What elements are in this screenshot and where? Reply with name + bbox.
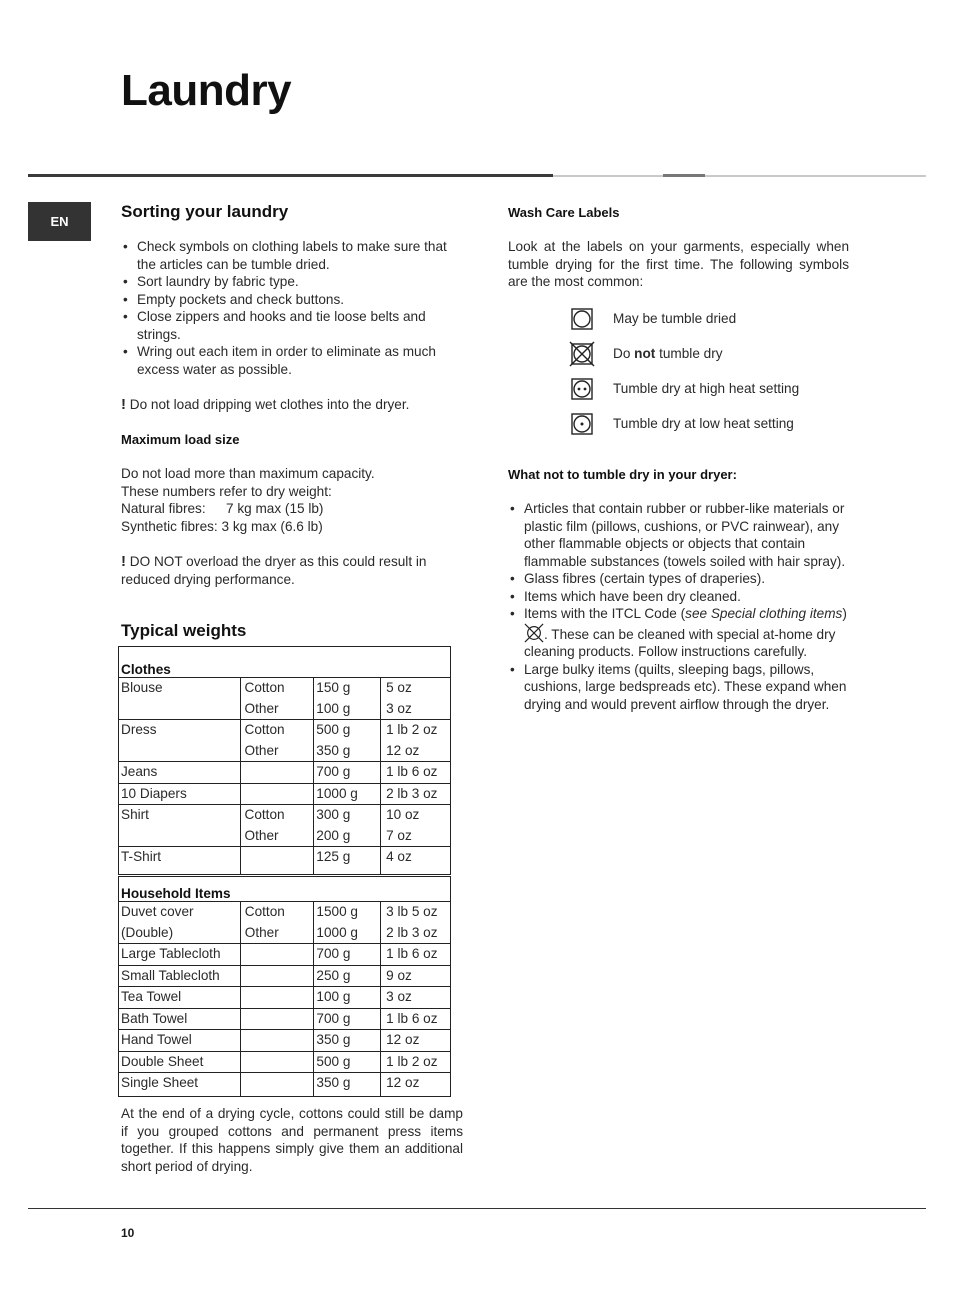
table-title: Clothes: [119, 647, 451, 678]
table-row: [119, 944, 451, 966]
table-row: [119, 1030, 451, 1052]
table-row: [119, 1008, 451, 1030]
symbol-list: [571, 301, 841, 441]
table-cell: 700 g: [314, 1008, 381, 1030]
table-cell: Other: [240, 741, 314, 762]
table-row: [119, 965, 451, 987]
table-cell: 10 oz: [381, 805, 451, 826]
list-item: • Large bulky items (quilts, sleeping bags, pillows, cushions, large bedspreads etc). These expand when drying and would prevent airflow through the dryer.: [508, 661, 850, 714]
table-cell: Duvet cover: [119, 902, 241, 923]
table-cell: 1 lb 2 oz: [381, 1051, 451, 1073]
list-item: • Empty pockets and check buttons.: [121, 291, 456, 309]
table-cell: [240, 762, 314, 784]
synthetic-fibres-value: 3 kg max (6.6 lb): [221, 518, 323, 534]
language-label: EN: [50, 214, 69, 229]
table-cell: Jeans: [119, 762, 241, 784]
clothes-table: [118, 646, 451, 875]
wet-clothes-warning: [121, 396, 461, 414]
table-cell: (Double): [119, 923, 241, 944]
warning-text: DO NOT overload the dryer as this could result in reduced drying performance.: [121, 554, 427, 587]
tumble-dry-low-heat-icon: [571, 413, 593, 435]
table-cell: [240, 847, 314, 875]
table-cell: 100 g: [314, 699, 381, 720]
table-cell: [240, 944, 314, 966]
table-cell: 2 lb 3 oz: [381, 923, 451, 944]
language-tab: [28, 202, 91, 241]
table-cell: 12 oz: [381, 1073, 451, 1097]
table-cell: 150 g: [314, 678, 381, 699]
table-cell: 500 g: [314, 1051, 381, 1073]
table-cell: Other: [240, 923, 314, 944]
household-table: [118, 876, 451, 1097]
table-cell: 350 g: [314, 1030, 381, 1052]
symbol-label: May be tumble dried: [613, 310, 737, 326]
table-cell: 100 g: [314, 987, 381, 1009]
header-rule-accent: [663, 174, 705, 177]
table-row: [119, 720, 451, 741]
list-item: • Items which have been dry cleaned.: [508, 588, 850, 606]
table-cell: 500 g: [314, 720, 381, 741]
table-cell: 1000 g: [314, 783, 381, 805]
symbol-label: Tumble dry at low heat setting: [613, 415, 794, 431]
list-item: • Sort laundry by fabric type.: [121, 273, 456, 291]
max-load-line: Do not load more than maximum capacity.: [121, 466, 375, 481]
list-item: • Check symbols on clothing labels to make sure that the articles can be tumble dried.: [121, 238, 456, 273]
table-cell: 250 g: [314, 965, 381, 987]
symbol-row: [571, 371, 841, 406]
table-cell: Small Tablecloth: [119, 965, 241, 987]
table-cell: Cotton: [240, 720, 314, 741]
not-to-dry-list: [508, 500, 850, 713]
table-row: [119, 987, 451, 1009]
table-cell: Single Sheet: [119, 1073, 241, 1097]
table-row: [119, 902, 451, 923]
table-cell: Cotton: [240, 678, 314, 699]
table-cell: Other: [240, 699, 314, 720]
list-item: • Items with the ITCL Code (see Special clothing items) . These can be cleaned with special at-home dry cleaning products. Follow instructions carefully.: [508, 605, 850, 661]
table-cell: 1 lb 6 oz: [381, 944, 451, 966]
table-cell: [240, 1030, 314, 1052]
table-cell: 12 oz: [381, 1030, 451, 1052]
table-row: [119, 678, 451, 699]
page-number: 10: [121, 1226, 135, 1240]
table-cell: 700 g: [314, 762, 381, 784]
typical-weights-heading: Typical weights: [121, 621, 247, 640]
wash-care-intro: Look at the labels on your garments, especially when tumble drying for the first time. The following symbols are the most common:: [508, 239, 849, 289]
symbol-row: [571, 336, 841, 371]
footer-rule: [28, 1208, 926, 1209]
table-cell: Blouse: [119, 678, 241, 720]
table-cell: [240, 1051, 314, 1073]
table-row: [119, 1051, 451, 1073]
table-cell: Other: [240, 826, 314, 847]
symbol-row: [571, 301, 841, 336]
table-cell: 3 oz: [381, 987, 451, 1009]
table-cell: 1 lb 2 oz: [381, 720, 451, 741]
table-cell: 12 oz: [381, 741, 451, 762]
drying-note: At the end of a drying cycle, cottons could still be damp if you grouped cottons and permanent press items together. If this happens simply give them an additional short period of drying.: [121, 1106, 463, 1174]
table-cell: 5 oz: [381, 678, 451, 699]
table-cell: Shirt: [119, 805, 241, 847]
table-cell: 4 oz: [381, 847, 451, 875]
table-cell: 3 oz: [381, 699, 451, 720]
table-row: [119, 783, 451, 805]
wash-care-heading: Wash Care Labels: [508, 205, 620, 220]
table-row: [119, 847, 451, 875]
table-cell: 125 g: [314, 847, 381, 875]
sorting-list: [121, 238, 456, 378]
table-title: Household Items: [119, 877, 451, 902]
table-cell: 1 lb 6 oz: [381, 762, 451, 784]
list-item: • Wring out each item in order to eliminate as much excess water as possible.: [121, 343, 456, 378]
table-cell: 9 oz: [381, 965, 451, 987]
table-cell: 200 g: [314, 826, 381, 847]
table-cell: [240, 783, 314, 805]
header-rule: [28, 174, 553, 177]
max-load-line: These numbers refer to dry weight:: [121, 483, 332, 499]
table-row: [119, 762, 451, 784]
table-cell: Tea Towel: [119, 987, 241, 1009]
warning-mark: !: [121, 553, 126, 570]
warning-mark: !: [121, 396, 126, 413]
natural-fibres-label: Natural fibres:: [121, 501, 206, 516]
table-cell: 3 lb 5 oz: [381, 902, 451, 923]
table-cell: Dress: [119, 720, 241, 762]
table-cell: T-Shirt: [119, 847, 241, 875]
natural-fibres-row: [121, 500, 461, 518]
synthetic-fibres-row: [121, 518, 461, 536]
natural-fibres-value: 7 kg max (15 lb): [226, 501, 324, 516]
table-cell: 350 g: [314, 1073, 381, 1097]
table-cell: Hand Towel: [119, 1030, 241, 1052]
table-cell: 10 Diapers: [119, 783, 241, 805]
warning-text: Do not load dripping wet clothes into the dryer.: [129, 397, 410, 412]
tumble-dry-icon: [571, 308, 593, 330]
table-cell: Cotton: [240, 805, 314, 826]
symbol-label: Do not tumble dry: [613, 345, 723, 361]
header-rule-light: [705, 175, 926, 177]
table-cell: [240, 1008, 314, 1030]
table-cell: 1500 g: [314, 902, 381, 923]
page-title: Laundry: [121, 66, 292, 115]
table-row: [119, 805, 451, 826]
table-cell: 700 g: [314, 944, 381, 966]
not-to-dry-heading: What not to tumble dry in your dryer:: [508, 467, 737, 482]
table-row: [119, 923, 451, 944]
overload-warning: [121, 553, 456, 588]
symbol-row: [571, 406, 841, 441]
list-item: • Articles that contain rubber or rubber-like materials or plastic film (pillows, cushions, or PVC rainwear), any other flammable objects or objects that contain flammable substances (towels soiled with hair spray).: [508, 500, 850, 570]
table-cell: Cotton: [240, 902, 314, 923]
table-cell: Large Tablecloth: [119, 944, 241, 966]
table-cell: Bath Towel: [119, 1008, 241, 1030]
sorting-heading: Sorting your laundry: [121, 202, 289, 221]
table-cell: 2 lb 3 oz: [381, 783, 451, 805]
table-cell: 350 g: [314, 741, 381, 762]
table-cell: 1000 g: [314, 923, 381, 944]
list-item: • Glass fibres (certain types of draperies).: [508, 570, 850, 588]
table-cell: 1 lb 6 oz: [381, 1008, 451, 1030]
max-load-heading: Maximum load size: [121, 432, 240, 447]
table-row: [119, 1073, 451, 1097]
table-cell: 7 oz: [381, 826, 451, 847]
max-load-text: [121, 465, 461, 535]
do-not-dry-clean-icon: [524, 623, 544, 643]
symbol-label: Tumble dry at high heat setting: [613, 380, 800, 396]
table-cell: [240, 987, 314, 1009]
table-cell: 300 g: [314, 805, 381, 826]
synthetic-fibres-label: Synthetic fibres:: [121, 518, 218, 534]
list-item: • Close zippers and hooks and tie loose belts and strings.: [121, 308, 456, 343]
header-rule-light: [553, 175, 663, 177]
table-cell: [240, 965, 314, 987]
do-not-tumble-dry-icon: [569, 341, 595, 367]
table-cell: Double Sheet: [119, 1051, 241, 1073]
tumble-dry-high-heat-icon: [571, 378, 593, 400]
table-cell: [240, 1073, 314, 1097]
